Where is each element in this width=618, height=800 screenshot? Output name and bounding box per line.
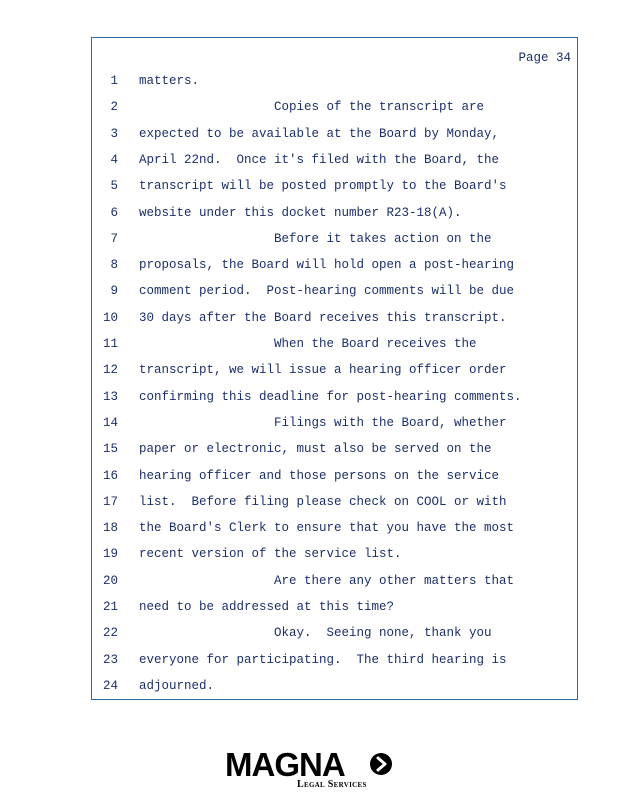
transcript-line (92, 361, 577, 379)
logo-subtitle: Legal Services (297, 779, 367, 790)
line-text: April 22nd. Once it's filed with the Board, the (139, 152, 500, 167)
transcript-line (92, 309, 577, 327)
logo-wordmark: MAGNA (225, 746, 345, 783)
line-text: hearing officer and those persons on the service (139, 468, 500, 483)
transcript-line (92, 151, 577, 169)
line-number: 4 (110, 152, 118, 167)
line-text: the Board's Clerk to ensure that you have the most (139, 521, 515, 536)
line-number: 17 (102, 494, 118, 509)
line-number: 12 (102, 363, 118, 378)
transcript-line (92, 467, 577, 485)
line-number: 24 (102, 678, 118, 693)
transcript-line (92, 572, 577, 590)
transcript-line (92, 256, 577, 274)
transcript-line (92, 335, 577, 353)
line-text: Filings with the Board, whether (274, 415, 507, 430)
line-number: 21 (102, 600, 118, 614)
line-text: 30 days after the Board receives this transcript. (139, 310, 507, 325)
transcript-line (92, 414, 577, 432)
line-text: comment period. Post-hearing comments will be due (139, 284, 515, 299)
line-number: 22 (102, 626, 118, 641)
transcript-line (92, 493, 577, 511)
line-text: list. Before filing please check on COOL or with (139, 494, 507, 509)
line-text: Before it takes action on the (274, 231, 492, 246)
line-number: 1 (110, 74, 118, 88)
transcript-line (92, 177, 577, 195)
line-number: 5 (110, 179, 118, 194)
line-number: 7 (110, 231, 118, 246)
line-text: website under this docket number R23-18(A). (139, 205, 462, 220)
magna-logo (225, 748, 395, 792)
line-text: everyone for participating. The third hearing is (139, 652, 507, 667)
line-text: adjourned. (139, 678, 215, 693)
line-text: confirming this deadline for post-hearing comments. (139, 389, 522, 404)
chevron-right-circle-icon (370, 753, 392, 775)
line-number: 23 (102, 652, 118, 667)
transcript-line (92, 72, 577, 90)
line-number: 13 (102, 389, 118, 404)
transcript-page (91, 37, 578, 700)
line-text: transcript, we will issue a hearing officer order (139, 363, 507, 378)
transcript-line (92, 98, 577, 116)
transcript-line (92, 125, 577, 143)
transcript-line (92, 230, 577, 248)
line-text: transcript will be posted promptly to the Board's (139, 179, 507, 194)
transcript-line (92, 388, 577, 406)
line-text: expected to be available at the Board by Monday, (139, 126, 500, 141)
line-number: 19 (102, 547, 118, 562)
line-number: 11 (102, 337, 118, 351)
line-text: When the Board receives the (274, 337, 477, 351)
line-number: 10 (102, 310, 118, 325)
line-number: 2 (110, 100, 118, 115)
line-number: 20 (102, 573, 118, 588)
line-number: 16 (102, 468, 118, 483)
transcript-line (92, 519, 577, 537)
transcript-line (92, 440, 577, 458)
page-number: Page 34 (518, 51, 571, 65)
transcript-line (92, 677, 577, 695)
transcript-line (92, 598, 577, 616)
line-number: 9 (110, 284, 118, 299)
line-number: 8 (110, 258, 118, 273)
transcript-line (92, 545, 577, 563)
line-text: need to be addressed at this time? (139, 600, 395, 614)
transcript-line (92, 204, 577, 222)
transcript-line (92, 624, 577, 642)
line-text: matters. (139, 74, 200, 88)
line-text: paper or electronic, must also be served on the (139, 442, 492, 457)
line-text: Are there any other matters that (274, 573, 515, 588)
line-text: recent version of the service list. (139, 547, 402, 562)
transcript-line (92, 651, 577, 669)
line-text: proposals, the Board will hold open a post-hearing (139, 258, 515, 273)
line-text: Okay. Seeing none, thank you (274, 626, 492, 641)
line-number: 14 (102, 415, 118, 430)
line-number: 3 (110, 126, 118, 141)
line-text: Copies of the transcript are (274, 100, 485, 115)
transcript-line (92, 282, 577, 300)
line-number: 18 (102, 521, 118, 536)
line-number: 15 (102, 442, 118, 457)
line-number: 6 (110, 205, 118, 220)
